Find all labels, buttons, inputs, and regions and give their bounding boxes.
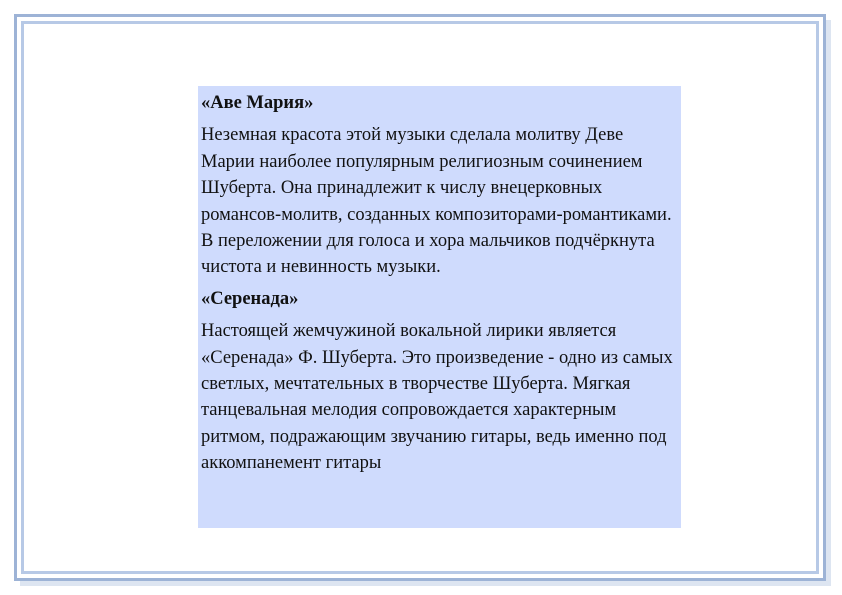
section-heading-serenade: «Серенада»: [201, 288, 299, 309]
text-box: [198, 86, 681, 528]
section-heading-ave-maria: «Аве Мария»: [201, 93, 314, 113]
frame-shadow-right: [826, 20, 831, 585]
section-body-serenade: Настоящей жемчужиной вокальной лирики является «Серенада» Ф. Шуберта. Это произведение - одно из самых светлых, мечтательных в творчестве Шуберта. Мягкая танцевальная мелодия сопровождается характерным ритмом, подражающим звучанию гитары, ведь именно под аккомпанемент гитары: [201, 321, 673, 474]
frame-shadow-bottom: [20, 581, 831, 586]
section-body-ave-maria: Неземная красота этой музыки сделала молитву Деве Марии наиболее популярным религиозным сочинением Шуберта. Она принадлежит к числу внецерковных романсов-молитв, созданных композиторами-романтиками. В переложении для голоса и хора мальчиков подчёркнута чистота и невинность музыки.: [201, 125, 672, 278]
